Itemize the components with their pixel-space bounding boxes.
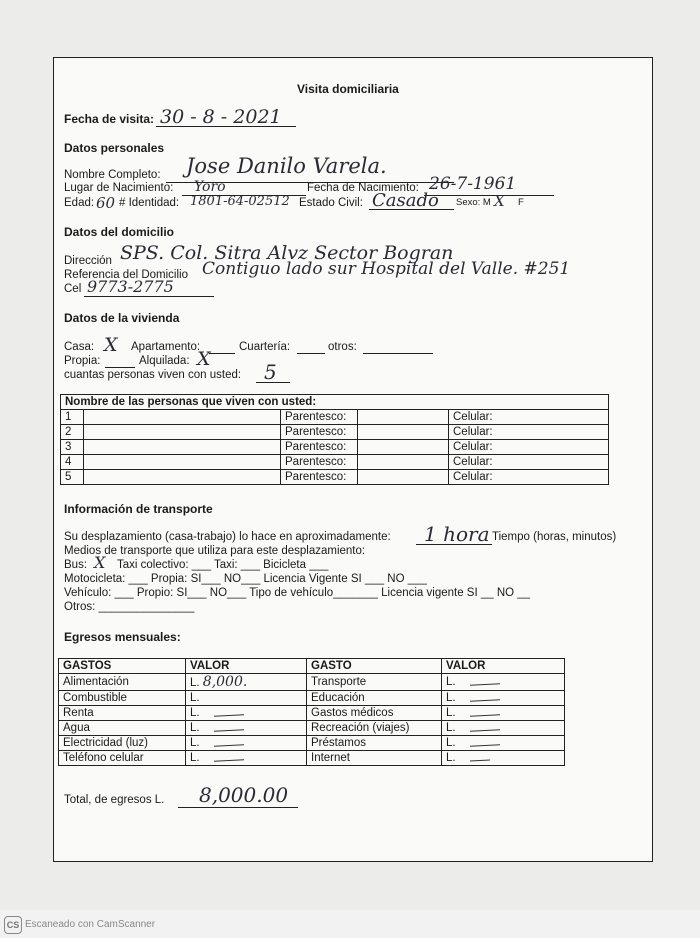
bus-mark: X bbox=[94, 553, 106, 572]
cuarteria-label: Cuartería: bbox=[239, 341, 291, 353]
ref-value: Contiguo lado sur Hospital del Valle. #251 bbox=[202, 259, 571, 279]
birthdate-label: Fecha de Nacimiento: bbox=[307, 182, 419, 194]
address-value: SPS. Col. Sitra Alvz Sector Bogran bbox=[120, 242, 454, 264]
home-heading: Datos del domicilio bbox=[64, 225, 175, 239]
name-value: Jose Danilo Varela. bbox=[186, 154, 387, 178]
commute-value: 1 hora bbox=[424, 522, 490, 546]
total-value: 8,000.00 bbox=[199, 783, 289, 807]
sex-label: Sexo: M bbox=[456, 197, 491, 208]
people-value: 5 bbox=[264, 360, 277, 384]
means-label: Medios de transporte que utiliza para este desplazamiento: bbox=[64, 545, 366, 557]
civil-label: Estado Civil: bbox=[299, 197, 363, 209]
commute-suffix: Tiempo (horas, minutos) bbox=[492, 531, 617, 543]
table-row: Renta L. Gastos médicos L. bbox=[59, 706, 565, 721]
cel-value: 9773-2775 bbox=[87, 277, 174, 296]
apto-label: Apartamento: bbox=[131, 341, 201, 353]
table-row: Agua L. Recreación (viajes) L. bbox=[59, 721, 565, 736]
table-row: 4 Parentesco: Celular: bbox=[61, 455, 609, 470]
ref-label: Referencia del Domicilio bbox=[64, 269, 188, 281]
birthdate-value: 26-7-1961 bbox=[429, 174, 517, 194]
id-label: # Identidad: bbox=[119, 197, 180, 209]
alquilada-label: Alquilada: bbox=[139, 355, 190, 367]
propia-label: Propia: bbox=[64, 355, 101, 367]
cel-label: Cel bbox=[64, 283, 82, 295]
name-label: Nombre Completo: bbox=[64, 169, 161, 181]
vehicle-line: Vehículo: ___ Propio: SI___ NO___ Tipo de vehículo_______ Licencia vigente SI __ NO __ bbox=[64, 587, 531, 599]
age-value: 60 bbox=[96, 194, 116, 212]
expenses-heading: Egresos mensuales: bbox=[64, 630, 181, 644]
form-sheet bbox=[53, 57, 653, 862]
sex-mark: X bbox=[494, 192, 505, 210]
expenses-table: GASTOS VALOR GASTO VALOR Alimentación L. 8,000. Transporte L. Combustible L. Educación L. Renta L. Gastos médicos L. Agua L. Recreación (viajes) L. Electricidad (luz) L. Préstamos L. Teléfono celular L. Internet L. bbox=[58, 658, 565, 766]
housing-heading: Datos de la vivienda bbox=[64, 311, 180, 325]
casa-mark: X bbox=[104, 334, 118, 356]
table-row: Electricidad (luz) L. Préstamos L. bbox=[59, 736, 565, 751]
table-row: Combustible L. Educación L. bbox=[59, 691, 565, 706]
visit-date-value: 30 - 8 - 2021 bbox=[160, 106, 282, 128]
personal-heading: Datos personales bbox=[64, 141, 165, 155]
table-row: 5 Parentesco: Celular: bbox=[61, 470, 609, 485]
birthplace-value: Yoro bbox=[194, 179, 226, 195]
table-row: 3 Parentesco: Celular: bbox=[61, 440, 609, 455]
bus-label: Bus: bbox=[64, 559, 88, 571]
transport-heading: Información de transporte bbox=[64, 502, 213, 516]
people-table-header: Nombre de las personas que viven con usted: bbox=[61, 395, 609, 410]
casa-label: Casa: bbox=[64, 341, 95, 353]
people-label: cuantas personas viven con usted: bbox=[64, 369, 242, 381]
birthplace-label: Lugar de Nacimiento: bbox=[64, 182, 174, 194]
form-title: Visita domiciliaria bbox=[297, 82, 399, 96]
civil-value: Casado bbox=[372, 190, 439, 211]
commute-label: Su desplazamiento (casa-trabajo) lo hace en aproximadamente: bbox=[64, 531, 391, 543]
scanner-footer bbox=[0, 910, 700, 938]
moto-line: Motocicleta: ___ Propia: SI___ NO___ Licencia Vigente SI ___ NO ___ bbox=[64, 573, 427, 585]
taxi-line: Taxi colectivo: ___ Taxi: ___ Bicicleta ___ bbox=[117, 559, 329, 571]
sex-f: F bbox=[518, 197, 524, 208]
camscanner-logo-icon: CS bbox=[4, 916, 22, 934]
otros-line: Otros: _______________ bbox=[64, 601, 195, 613]
total-label: Total, de egresos L. bbox=[64, 794, 165, 806]
table-row: 1 Parentesco: Celular: bbox=[61, 410, 609, 425]
age-label: Edad: bbox=[64, 197, 95, 209]
table-row: Teléfono celular L. Internet L. bbox=[59, 751, 565, 766]
scanner-text: Escaneado con CamScanner bbox=[25, 919, 156, 930]
people-table bbox=[60, 394, 609, 485]
alquilada-mark: X bbox=[197, 348, 211, 370]
table-row: 2 Parentesco: Celular: bbox=[61, 425, 609, 440]
visit-date-label: Fecha de visita: bbox=[64, 112, 155, 126]
otros-label: otros: bbox=[328, 341, 357, 353]
address-label: Dirección bbox=[64, 255, 112, 267]
id-value: 1801-64-02512 bbox=[190, 194, 290, 209]
table-row: Alimentación L. 8,000. Transporte L. bbox=[59, 674, 565, 691]
